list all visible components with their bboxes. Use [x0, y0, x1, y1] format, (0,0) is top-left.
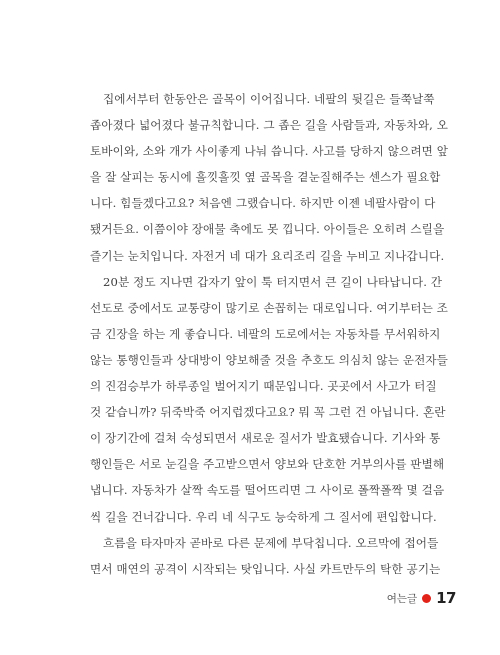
- text-line: 냅니다. 자동차가 살짝 속도를 떨어뜨리면 그 사이로 폴짝폴짝 몇 걸음: [90, 483, 445, 498]
- paragraph-1: [90, 86, 449, 269]
- page-footer: [387, 588, 456, 608]
- paragraph-2: [90, 269, 448, 530]
- page-number: 17: [436, 589, 456, 607]
- text-line: 즐기는 눈치입니다. 자전거 네 대가 요리조리 길을 누비고 지나갑니다.: [90, 248, 445, 263]
- text-line: 좁아졌다 넓어졌다 불규칙합니다. 그 좁은 길을 사람들과, 자동차와, 오: [90, 118, 449, 133]
- text-line: 을 잘 살피는 동시에 흘낏흘낏 옆 골목을 곁눈질해주는 센스가 필요합: [90, 170, 441, 185]
- paragraph-3: [90, 530, 441, 582]
- text-line: 니다. 힘들겠다고요? 처음엔 그랬습니다. 하지만 이젠 네팔사람이 다: [90, 196, 436, 211]
- text-line: 집에서부터 한동안은 골목이 이어집니다. 네팔의 뒷길은 들쭉날쭉: [103, 92, 435, 106]
- text-line: 흐름을 타자마자 곧바로 다른 문제에 부닥칩니다. 오르막에 접어들: [103, 535, 439, 550]
- section-name: 여는글: [386, 592, 418, 605]
- text-line: 것 같습니까? 뒤죽박죽 어지럽겠다고요? 뭐 꼭 그런 건 아닙니다. 혼란: [90, 405, 446, 420]
- text-line: 이 장기간에 걸쳐 숙성되면서 새로운 질서가 발효됐습니다. 기사와 통: [90, 431, 441, 446]
- text-line: 씩 길을 건너갑니다. 우리 네 식구도 능숙하게 그 질서에 편입합니다.: [90, 509, 437, 524]
- text-line: 토바이와, 소와 개가 사이좋게 나눠 씁니다. 사고를 당하지 않으려면 앞: [90, 144, 449, 159]
- text-line: 행인들은 서로 눈길을 주고받으면서 양보와 단호한 거부의사를 판별해: [90, 457, 445, 472]
- text-line: 선도로 중에서도 교통량이 많기로 손꼽히는 대로입니다. 여기부터는 조: [90, 300, 448, 315]
- text-line: 됐거든요. 이쯤이야 장애물 축에도 못 낍니다. 아이들은 오히려 스릴을: [90, 222, 445, 237]
- red-dot-icon: [422, 594, 431, 603]
- text-line: 면서 매연의 공격이 시작되는 탓입니다. 사실 카트만두의 탁한 공기는: [90, 561, 441, 576]
- text-line: 의 진검승부가 하루종일 벌어지기 때문입니다. 곳곳에서 사고가 터질: [90, 379, 437, 394]
- text-line: 20분 정도 지나면 갑자기 앞이 툭 터지면서 큰 길이 나타납니다. 간: [103, 274, 443, 289]
- body-text: [90, 86, 449, 582]
- text-line: 않는 통행인들과 상대방이 양보해줄 것을 추호도 의심치 않는 운전자들: [90, 352, 448, 367]
- text-line: 금 긴장을 하는 게 좋습니다. 네팔의 도로에서는 자동차를 무서워하지: [90, 326, 441, 341]
